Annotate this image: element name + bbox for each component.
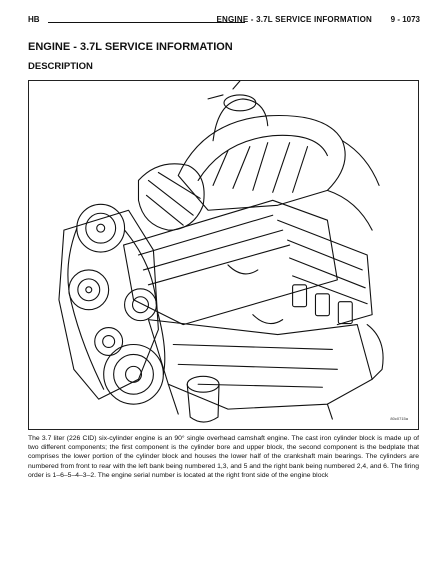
page-header bbox=[28, 12, 420, 28]
engine-line-drawing bbox=[29, 81, 418, 429]
engine-illustration bbox=[28, 80, 419, 430]
description-paragraph: The 3.7 liter (226 CID) six-cylinder engine is an 90° single overhead camshaft engine. The cast iron cylinder block is made up of two different components; the first component is the cylinder bore and upper block, the second component is the bedplate that comprises the lower portion of the cylinder block and houses the lower half of the crankshaft main bearings. The cylinders are numbered from front to rear with the left bank being numbered 1,3, and 5 and the right bank being numbered 2,4, and 6. The firing order is 1–6–5–4–3–2. The engine serial number is located at the right front side of the engine block bbox=[28, 435, 419, 479]
section-heading: DESCRIPTION bbox=[28, 61, 93, 72]
header-rule bbox=[48, 22, 245, 23]
figure-id: 80c0715a bbox=[390, 416, 408, 421]
page-title: ENGINE - 3.7L SERVICE INFORMATION bbox=[28, 41, 233, 53]
header-page-number: 9 - 1073 bbox=[390, 15, 420, 24]
header-left-label: HB bbox=[28, 15, 40, 24]
header-title: ENGINE - 3.7L SERVICE INFORMATION bbox=[216, 15, 372, 24]
